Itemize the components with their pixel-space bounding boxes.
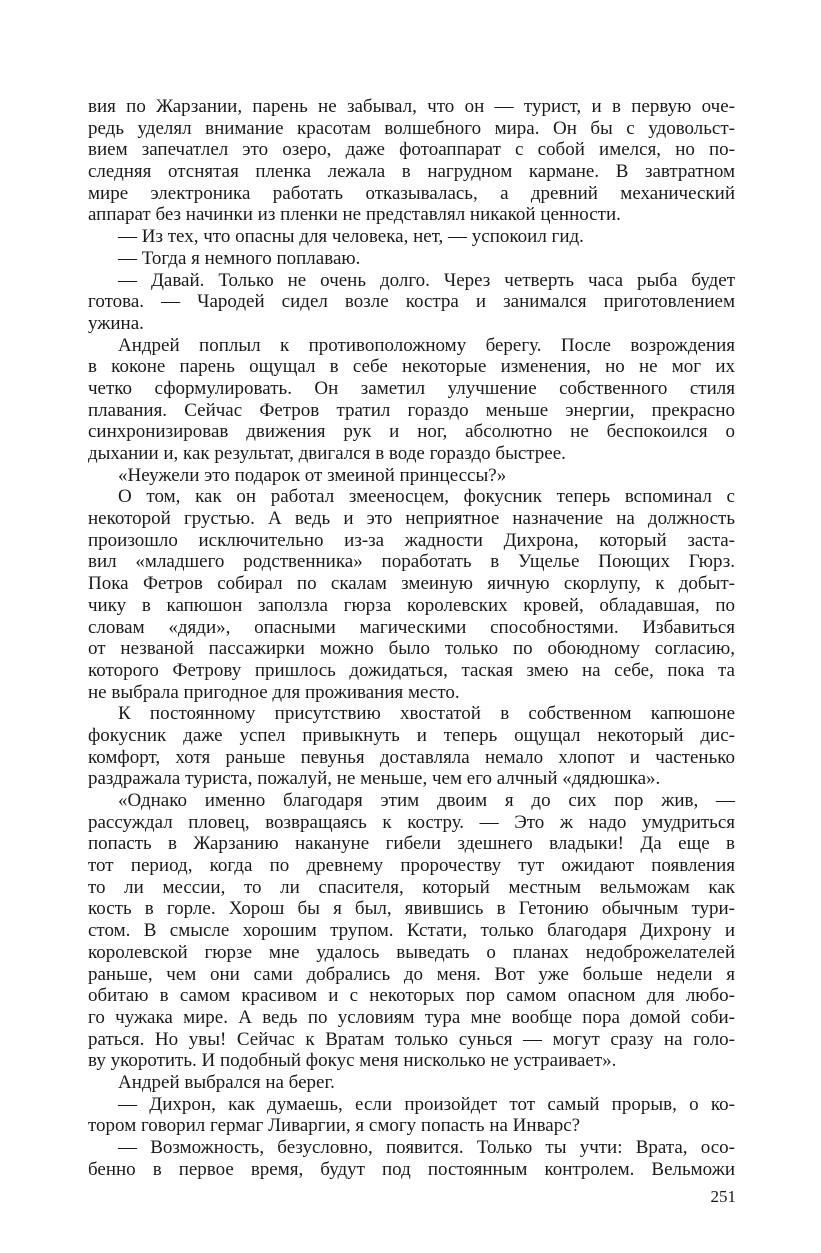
text-line: кость в горле. Хорош бы я был, явившись в Гетонию обычным тури- [88, 898, 735, 920]
text-line: стом. В смысле хорошим трупом. Кстати, только благодаря Дихрону и [88, 920, 735, 942]
page-number: 251 [710, 1187, 736, 1206]
text-line: произошло исключительно из-за жадности Дихрона, который заста- [88, 529, 735, 551]
text-line: — Из тех, что опасны для человека, нет, — успокоил гид. [118, 226, 584, 248]
text-line: — Давай. Только не очень долго. Через четверть часа рыба будет [118, 269, 735, 291]
text-line: — Дихрон, как думаешь, если произойдет тот самый прорыв, о ко- [118, 1093, 735, 1115]
text-line: готова. — Чародей сидел возле костра и занимался приготовлением [88, 291, 735, 313]
text-line: то ли мессии, то ли спасителя, который местным вельможам как [88, 876, 735, 898]
text-line: обитаю в самом красивом и с некоторых пор самом опасном для любо- [88, 985, 735, 1007]
text-line: «Однако именно благодаря этим двоим я до сих пор жив, — [118, 790, 735, 811]
text-line: следняя отснятая пленка лежала в нагрудном кармане. В завтратном [88, 161, 735, 183]
text-line: не выбрала пригодное для проживания место. [88, 681, 460, 703]
text-line: комфорт, хотя раньше певунья доставляла немало хлопот и частенько [88, 746, 735, 768]
text-line: бенно в первое время, будут под постоянным контролем. Вельможи [88, 1158, 735, 1180]
text-line: дыхании и, как результат, двигался в воде гораздо быстрее. [88, 443, 566, 464]
text-line: чику в капюшон заползла гюрза королевских кровей, обладавшая, по [88, 594, 735, 616]
text-line: — Возможность, безусловно, появится. Только ты учти: Врата, осо- [118, 1137, 735, 1158]
text-line: от незваной пассажирки можно было только по обоюдному согласию, [88, 638, 735, 660]
text-line: королевской гюрзе мне удалось выведать о планах недоброжелателей [88, 941, 735, 963]
text-line: вил «младшего родственника» поработать в Ущелье Поющих Гюрз. [88, 551, 735, 573]
text-line: фокусник даже успел привыкнуть и теперь ощущал некоторый дис- [88, 724, 735, 746]
text-line: плавания. Сейчас Фетров тратил гораздо меньше энергии, прекрасно [88, 399, 735, 421]
text-line: раться. Но увы! Сейчас к Вратам только сунься — могут сразу на голо- [88, 1028, 735, 1050]
text-line: редь уделял внимание красотам волшебного мира. Он бы с удовольст- [88, 117, 735, 139]
text-line: тором говорил гермаг Ливаргии, я смогу попасть на Инварс? [88, 1115, 581, 1137]
text-line: которого Фетрову пришлось дожидаться, таская змею на себе, пока та [88, 659, 735, 681]
text-line: Пока Фетров собирал по скалам змеиную яичную скорлупу, к добыт- [88, 573, 735, 595]
text-line: раньше, чем они сами добрались до меня. Вот уже больше недели я [88, 963, 735, 985]
text-line: вием запечатлел это озеро, даже фотоаппарат с собой имелся, но по- [88, 139, 735, 161]
text-line: Андрей выбрался на берег. [118, 1071, 335, 1093]
text-line: вия по Жарзании, парень не забывал, что он — турист, и в первую оче- [88, 96, 735, 117]
text-line: го чужака мире. А ведь по условиям тура мне вообще пора домой соби- [88, 1006, 735, 1028]
text-line: «Неужели это подарок от змеиной принцессы?» [118, 464, 507, 486]
text-line: мире электроника работать отказывалась, а древний механический [88, 182, 735, 204]
text-line: — Тогда я немного поплаваю. [118, 247, 361, 269]
text-line: некоторой грустью. А ведь и это неприятное назначение на должность [88, 508, 735, 530]
text-line: четко сформулировать. Он заметил улучшение собственного стиля [88, 377, 735, 399]
text-line: О том, как он работал змееносцем, фокусник теперь вспоминал с [118, 486, 735, 508]
text-line: синхронизировав движения рук и ног, абсолютно не беспокоился о [88, 421, 735, 443]
text-line: тот период, когда по древнему пророчеству тут ожидают появления [88, 855, 735, 877]
text-line: ужина. [88, 312, 144, 334]
text-line: попасть в Жарзанию накануне гибели здешнего владыки! Да еще в [88, 833, 735, 855]
text-line: аппарат без начинки из пленки не представлял никакой ценности. [88, 204, 621, 226]
body-text [88, 96, 735, 1180]
text-line: Андрей поплыл к противоположному берегу. После возрождения [118, 334, 735, 356]
text-line: рассуждал пловец, возвращаясь к костру. — Это ж надо умудриться [88, 811, 735, 833]
text-line: раздражала туриста, пожалуй, не меньше, чем его алчный «дядюшка». [88, 768, 661, 790]
text-line: К постоянному присутствию хвостатой в собственном капюшоне [118, 703, 735, 725]
text-line: ву укоротить. И подобный фокус меня нисколько не устраивает». [88, 1050, 617, 1072]
text-line: словам «дяди», опасными магическими способностями. Избавиться [88, 616, 735, 638]
text-line: в коконе парень ощущал в себе некоторые изменения, но не мог их [88, 356, 735, 378]
